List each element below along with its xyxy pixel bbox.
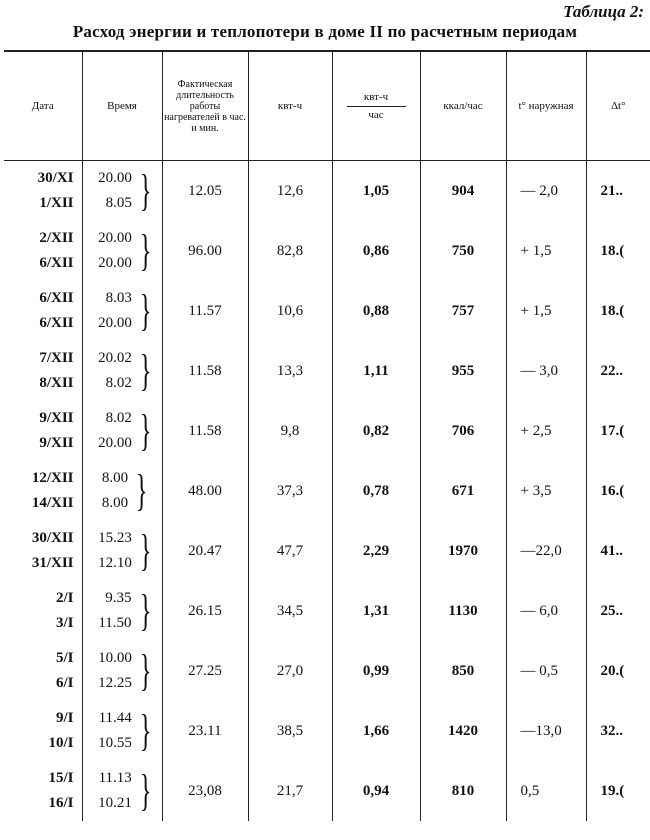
kwh-per-hour-cell: 0,82 xyxy=(332,401,420,461)
delta-t-cell: 41.. xyxy=(586,521,650,581)
date-cell xyxy=(4,221,82,281)
time-start: 20.00 xyxy=(98,170,132,186)
time-start: 20.02 xyxy=(98,350,132,366)
kwh-per-hour-cell: 1,31 xyxy=(332,581,420,641)
kcal-cell: 955 xyxy=(420,341,506,401)
t-out-cell: 0,5 xyxy=(506,761,586,821)
kcal-cell: 850 xyxy=(420,641,506,701)
time-start: 9.35 xyxy=(105,590,132,606)
delta-t-cell: 20.( xyxy=(586,641,650,701)
kwh-cell: 21,7 xyxy=(248,761,332,821)
duration-cell: 23.11 xyxy=(162,701,248,761)
time-cell xyxy=(82,641,162,701)
time-end: 10.21 xyxy=(98,795,132,811)
duration-cell: 26.15 xyxy=(162,581,248,641)
duration-cell: 12.05 xyxy=(162,161,248,222)
duration-cell: 11.57 xyxy=(162,281,248,341)
time-cell xyxy=(82,401,162,461)
t-out-cell: — 6,0 xyxy=(506,581,586,641)
kwh-per-hour-cell: 2,29 xyxy=(332,521,420,581)
time-end: 20.00 xyxy=(98,315,132,331)
table-body xyxy=(4,161,650,822)
date-end: 3/I xyxy=(55,615,74,631)
time-start: 8.02 xyxy=(105,410,132,426)
time-end: 8.00 xyxy=(101,495,129,511)
kwh-cell: 13,3 xyxy=(248,341,332,401)
kwh-cell: 47,7 xyxy=(248,521,332,581)
energy-table xyxy=(4,50,650,821)
t-out-cell: — 2,0 xyxy=(506,161,586,222)
header-kwh-per-hour xyxy=(332,51,420,161)
delta-t-cell: 16.( xyxy=(586,461,650,521)
date-cell xyxy=(4,341,82,401)
date-cell xyxy=(4,461,82,521)
t-out-cell: — 0,5 xyxy=(506,641,586,701)
date-start: 7/XII xyxy=(39,350,74,366)
duration-cell: 96.00 xyxy=(162,221,248,281)
time-end: 20.00 xyxy=(98,435,132,451)
header-row xyxy=(4,51,650,161)
time-cell xyxy=(82,281,162,341)
date-end: 6/I xyxy=(55,675,74,691)
date-end: 6/XII xyxy=(39,315,74,331)
brace-icon: } xyxy=(139,646,152,695)
table-row xyxy=(4,281,650,341)
time-start: 10.00 xyxy=(98,650,132,666)
duration-cell: 11.58 xyxy=(162,401,248,461)
date-start: 30/XI xyxy=(37,170,74,186)
table-row xyxy=(4,761,650,821)
brace-icon: } xyxy=(139,406,152,455)
date-cell xyxy=(4,641,82,701)
brace-icon: } xyxy=(139,526,152,575)
table-row xyxy=(4,701,650,761)
header-duration: Фактическая длительность работы нагревателей в час. и мин. xyxy=(162,51,248,161)
date-end: 14/XII xyxy=(31,495,74,511)
kwh-per-hour-cell: 0,99 xyxy=(332,641,420,701)
duration-cell: 23,08 xyxy=(162,761,248,821)
delta-t-cell: 25.. xyxy=(586,581,650,641)
kwh-cell: 9,8 xyxy=(248,401,332,461)
time-end: 8.05 xyxy=(105,195,132,211)
delta-t-cell: 32.. xyxy=(586,701,650,761)
table-row xyxy=(4,521,650,581)
kwh-cell: 10,6 xyxy=(248,281,332,341)
date-cell xyxy=(4,161,82,222)
brace-icon: } xyxy=(139,166,152,215)
kcal-cell: 1970 xyxy=(420,521,506,581)
brace-icon: } xyxy=(139,766,152,815)
kcal-cell: 810 xyxy=(420,761,506,821)
brace-icon: } xyxy=(139,706,152,755)
time-end: 20.00 xyxy=(98,255,132,271)
time-cell xyxy=(82,161,162,222)
kwh-per-hour-cell: 0,86 xyxy=(332,221,420,281)
time-cell xyxy=(82,521,162,581)
brace-icon: } xyxy=(139,346,152,395)
time-start: 15.23 xyxy=(98,530,132,546)
header-t-out: t° наружная xyxy=(506,51,586,161)
kwh-per-hour-cell: 0,78 xyxy=(332,461,420,521)
date-cell xyxy=(4,701,82,761)
date-start: 5/I xyxy=(55,650,74,666)
time-end: 8.02 xyxy=(105,375,132,391)
date-start: 15/I xyxy=(48,770,74,786)
date-end: 31/XII xyxy=(31,555,74,571)
kcal-cell: 1130 xyxy=(420,581,506,641)
date-start: 9/XII xyxy=(39,410,74,426)
kwh-cell: 12,6 xyxy=(248,161,332,222)
delta-t-cell: 18.( xyxy=(586,281,650,341)
time-cell xyxy=(82,761,162,821)
time-start: 8.00 xyxy=(101,470,129,486)
time-end: 12.25 xyxy=(98,675,132,691)
kcal-cell: 904 xyxy=(420,161,506,222)
time-end: 11.50 xyxy=(98,615,132,631)
header-time: Время xyxy=(82,51,162,161)
brace-icon: } xyxy=(135,466,148,515)
table-row xyxy=(4,161,650,222)
kcal-cell: 671 xyxy=(420,461,506,521)
time-cell xyxy=(82,221,162,281)
kwh-per-hour-cell: 1,11 xyxy=(332,341,420,401)
kwh-cell: 38,5 xyxy=(248,701,332,761)
table-number-label: Таблица 2: xyxy=(563,2,644,21)
kwh-per-hour-cell: 0,88 xyxy=(332,281,420,341)
date-end: 10/I xyxy=(48,735,74,751)
date-cell xyxy=(4,401,82,461)
kwh-per-hour-cell: 0,94 xyxy=(332,761,420,821)
kwh-cell: 34,5 xyxy=(248,581,332,641)
date-start: 2/I xyxy=(55,590,74,606)
kcal-cell: 750 xyxy=(420,221,506,281)
time-cell xyxy=(82,701,162,761)
date-start: 2/XII xyxy=(39,230,74,246)
delta-t-cell: 22.. xyxy=(586,341,650,401)
brace-icon: } xyxy=(139,286,152,335)
t-out-cell: —22,0 xyxy=(506,521,586,581)
header-kcal: ккал/час xyxy=(420,51,506,161)
time-start: 11.13 xyxy=(98,770,132,786)
kwh-per-hour-cell: 1,05 xyxy=(332,161,420,222)
kwh-cell: 37,3 xyxy=(248,461,332,521)
table-row xyxy=(4,641,650,701)
duration-cell: 11.58 xyxy=(162,341,248,401)
time-start: 8.03 xyxy=(105,290,132,306)
delta-t-cell: 21.. xyxy=(586,161,650,222)
time-start: 20.00 xyxy=(98,230,132,246)
time-cell xyxy=(82,581,162,641)
date-end: 16/I xyxy=(48,795,74,811)
date-cell xyxy=(4,281,82,341)
t-out-cell: + 2,5 xyxy=(506,401,586,461)
table-title: Расход энергии и теплопотери в доме II по расчетным периодам xyxy=(72,22,578,41)
date-end: 1/XII xyxy=(39,195,74,211)
duration-cell: 20.47 xyxy=(162,521,248,581)
date-start: 9/I xyxy=(55,710,74,726)
header-kwh: квт-ч xyxy=(248,51,332,161)
time-end: 10.55 xyxy=(98,735,132,751)
time-cell xyxy=(82,461,162,521)
delta-t-cell: 19.( xyxy=(586,761,650,821)
time-end: 12.10 xyxy=(98,555,132,571)
t-out-cell: + 1,5 xyxy=(506,221,586,281)
header-date: Дата xyxy=(4,51,82,161)
duration-cell: 27.25 xyxy=(162,641,248,701)
t-out-cell: + 1,5 xyxy=(506,281,586,341)
kcal-cell: 706 xyxy=(420,401,506,461)
time-start: 11.44 xyxy=(98,710,132,726)
delta-t-cell: 17.( xyxy=(586,401,650,461)
table-row xyxy=(4,341,650,401)
header-kwh-per-hour-den: час xyxy=(368,108,384,121)
date-cell xyxy=(4,581,82,641)
date-end: 9/XII xyxy=(39,435,74,451)
header-kwh-per-hour-num: квт-ч xyxy=(347,91,406,107)
kwh-cell: 27,0 xyxy=(248,641,332,701)
table-row xyxy=(4,581,650,641)
header-delta-t: Δt° xyxy=(586,51,650,161)
kwh-cell: 82,8 xyxy=(248,221,332,281)
table-row xyxy=(4,221,650,281)
time-cell xyxy=(82,341,162,401)
kwh-per-hour-cell: 1,66 xyxy=(332,701,420,761)
duration-cell: 48.00 xyxy=(162,461,248,521)
date-start: 30/XII xyxy=(31,530,74,546)
date-cell xyxy=(4,761,82,821)
table-row xyxy=(4,461,650,521)
date-end: 8/XII xyxy=(39,375,74,391)
date-start: 12/XII xyxy=(31,470,74,486)
t-out-cell: — 3,0 xyxy=(506,341,586,401)
t-out-cell: —13,0 xyxy=(506,701,586,761)
delta-t-cell: 18.( xyxy=(586,221,650,281)
date-end: 6/XII xyxy=(39,255,74,271)
t-out-cell: + 3,5 xyxy=(506,461,586,521)
brace-icon: } xyxy=(139,586,151,635)
table-row xyxy=(4,401,650,461)
kcal-cell: 1420 xyxy=(420,701,506,761)
kcal-cell: 757 xyxy=(420,281,506,341)
date-cell xyxy=(4,521,82,581)
brace-icon: } xyxy=(139,226,152,275)
date-start: 6/XII xyxy=(39,290,74,306)
